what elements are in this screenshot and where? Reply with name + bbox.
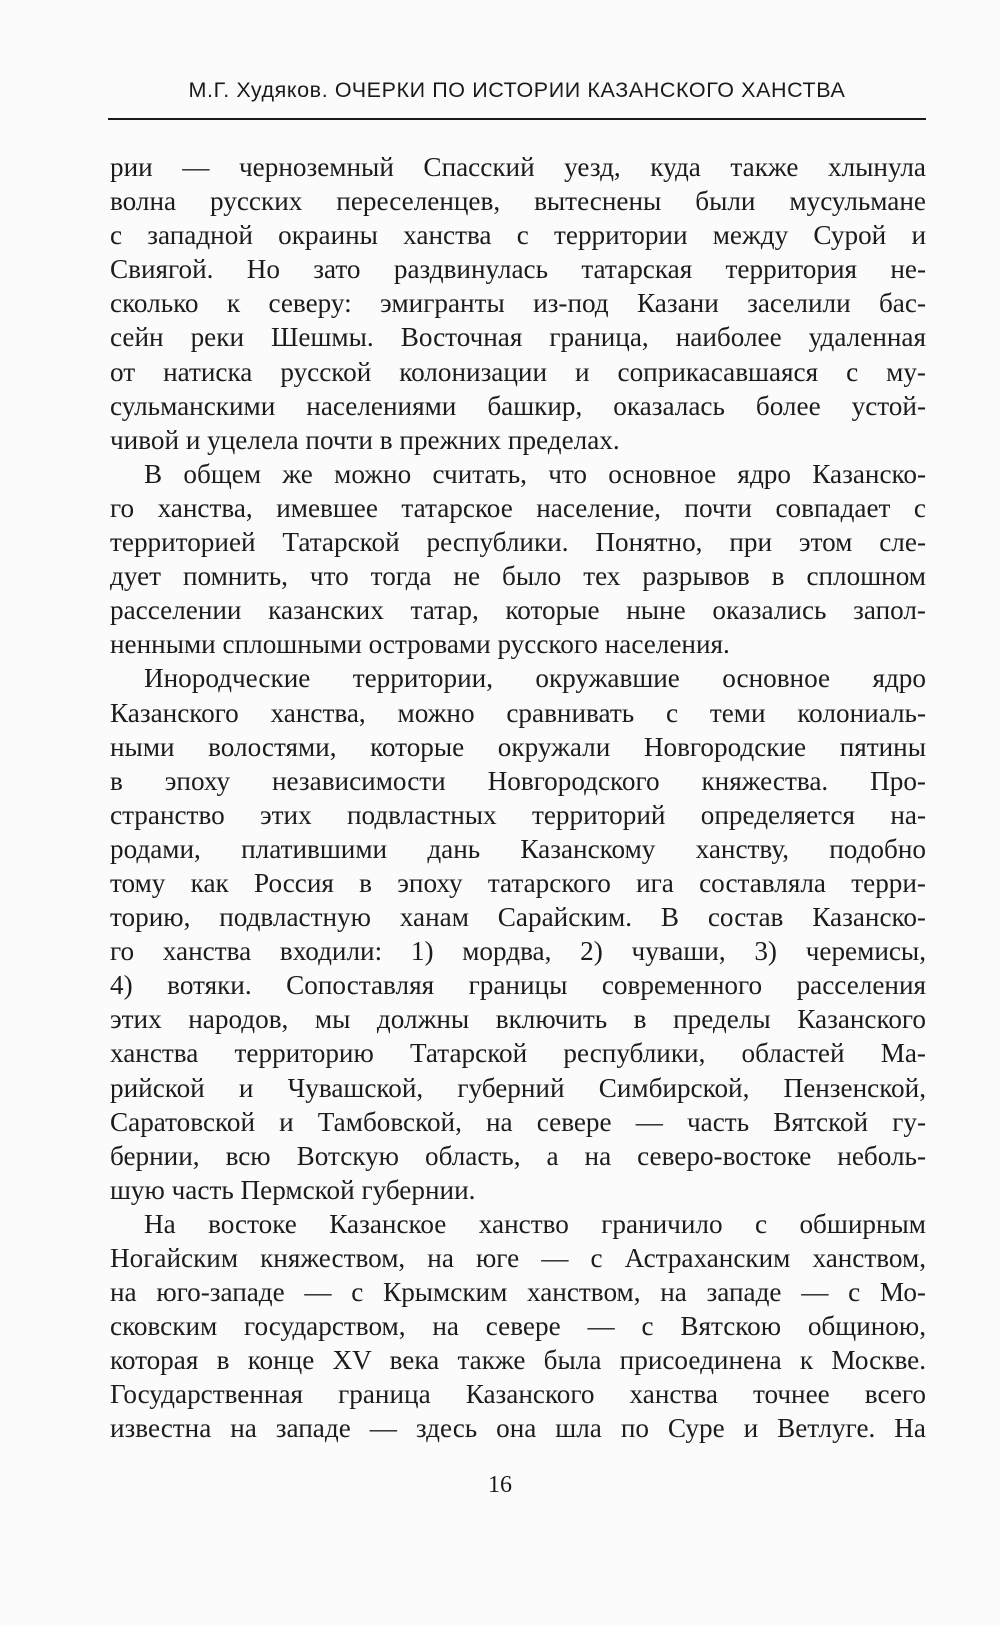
text-line: Саратовской и Тамбовской, на севере — часть Вятской гу- — [110, 1106, 926, 1137]
text-line: Инородческие территории, окружавшие основное ядро — [144, 663, 926, 694]
text-line: волна русских переселенцев, вытеснены были мусульмане — [110, 186, 926, 217]
text-line: на юго-западе — с Крымским ханством, на западе — с Мо- — [110, 1277, 926, 1308]
text-line: Казанского ханства, можно сравнивать с теми колониаль- — [110, 697, 926, 728]
text-line: с западной окраины ханства с территории между Сурой и — [110, 220, 926, 251]
text-line: расселении казанских татар, которые ныне оказались запол- — [110, 595, 926, 626]
text-line: этих народов, мы должны включить в пределы Казанского — [110, 1004, 926, 1035]
text-line: территорией Татарской республики. Понятно, при этом сле- — [110, 527, 926, 558]
text-line: Государственная граница Казанского ханства точнее всего — [110, 1379, 926, 1410]
text-line: которая в конце XV века также была присоединена к Москве. — [110, 1345, 926, 1376]
text-line: ными волостями, которые окружали Новгородские пятины — [110, 731, 926, 762]
text-line: бернии, всю Вотскую область, а на северо-востоке неболь- — [110, 1140, 926, 1171]
text-line: Свиягой. Но зато раздвинулась татарская территория не- — [110, 254, 926, 285]
text-line: родами, платившими дань Казанскому ханству, подобно — [110, 833, 926, 864]
paragraph — [110, 457, 926, 662]
text-line: сульманскими населениями башкир, оказалась более устой- — [110, 390, 926, 421]
text-line: На востоке Казанское ханство граничило с обширным — [144, 1208, 926, 1239]
header-rule — [108, 118, 926, 120]
paragraph — [110, 1207, 926, 1446]
text-line: чивой и уцелела почти в прежних пределах. — [110, 424, 620, 455]
text-line: дует помнить, что тогда не было тех разрывов в сплошном — [110, 561, 926, 592]
text-line: торию, подвластную ханам Сарайским. В состав Казанско- — [110, 902, 926, 933]
text-line: го ханства входили: 1) мордва, 2) чуваши, 3) черемисы, — [110, 936, 926, 967]
text-line: в эпоху независимости Новгородского княжества. Про- — [110, 765, 926, 796]
page-number: 16 — [488, 1472, 512, 1498]
text-line: рии — черноземный Спасский уезд, куда также хлынула — [110, 152, 926, 182]
text-line: рийской и Чувашской, губерний Симбирской, Пензенской, — [110, 1072, 926, 1103]
paragraph — [110, 150, 926, 457]
text-line: от натиска русской колонизации и соприкасавшаяся с му- — [110, 356, 926, 387]
text-line: сейн реки Шешмы. Восточная граница, наиболее удаленная — [110, 322, 926, 353]
text-line: В общем же можно считать, что основное ядро Казанско- — [144, 458, 926, 489]
text-line: известна на западе — здесь она шла по Суре и Ветлуге. На — [110, 1413, 926, 1444]
text-line: сколько к северу: эмигранты из-под Казани заселили бас- — [110, 288, 926, 319]
text-line: сковским государством, на севере — с Вятскою общиною, — [110, 1311, 926, 1342]
running-header: М.Г. Худяков. ОЧЕРКИ ПО ИСТОРИИ КАЗАНСКОГО ХАНСТВА — [188, 78, 846, 102]
text-line: Ногайским княжеством, на юге — с Астраханским ханством, — [110, 1243, 926, 1273]
paragraph — [110, 661, 926, 1207]
text-line: шую часть Пермской губернии. — [110, 1174, 476, 1205]
text-line: 4) вотяки. Сопоставляя границы современного расселения — [110, 970, 926, 1001]
text-line: ханства территорию Татарской республики, областей Ма- — [110, 1038, 926, 1069]
text-line: странство этих подвластных территорий определяется на- — [110, 799, 926, 830]
text-line: тому как Россия в эпоху татарского ига составляла терри- — [110, 867, 926, 898]
text-line: ненными сплошными островами русского населения. — [110, 629, 730, 660]
body-text — [110, 150, 926, 1446]
text-line: го ханства, имевшее татарское население, почти совпадает с — [110, 492, 926, 523]
